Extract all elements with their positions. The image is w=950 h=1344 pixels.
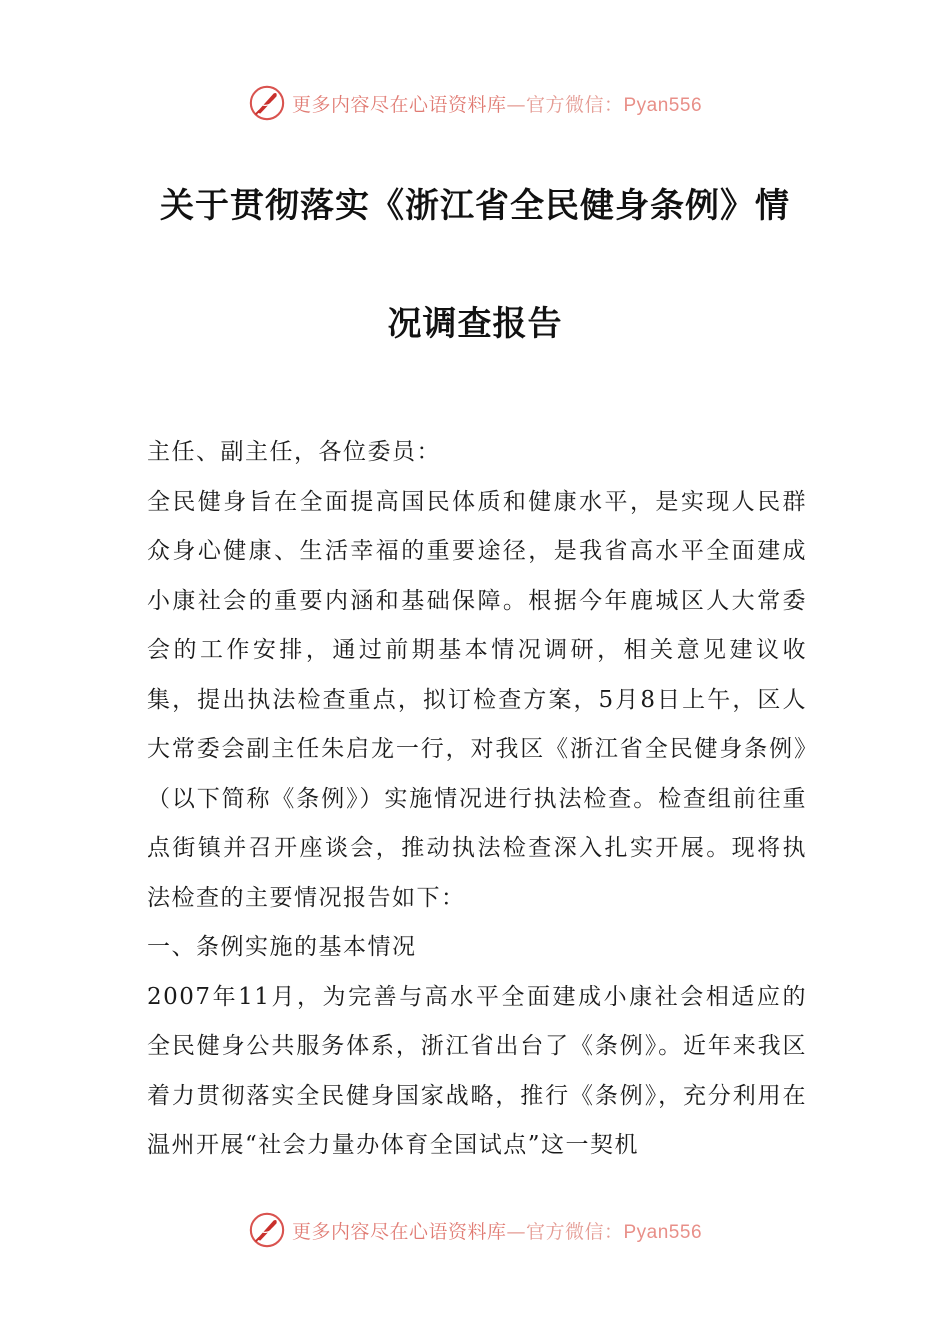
watermark-separator: —官方微信： (506, 1220, 624, 1243)
salutation: 主任、副主任，各位委员： (147, 439, 441, 465)
document-body (147, 428, 807, 1171)
watermark-wechat-id: Pyan556 (623, 94, 703, 116)
paragraph-2: 2007年11月，为完善与高水平全面建成小康社会相适应的全民健身公共服务体系，浙江省出台了《条例》。近年来我区着力贯彻落实全民健身国家战略，推行《条例》，充分利用在温州开展“社会力量办体育全国试点”这一契机 (147, 983, 807, 1158)
document-title-line1: 关于贯彻落实《浙江省全民健身条例》情 (160, 186, 790, 226)
watermark-wechat-id: Pyan556 (623, 1221, 703, 1243)
watermark-main-text: 更多内容尽在心语资料库 (291, 1220, 507, 1243)
document-title-line2: 况调查报告 (387, 304, 563, 344)
quill-pen-icon (248, 84, 286, 122)
watermark-header (0, 83, 950, 123)
paragraph-1: 全民健身旨在全面提高国民体质和健康水平，是实现人民群众身心健康、生活幸福的重要途径，是我省高水平全面建成小康社会的重要内涵和基础保障。根据今年鹿城区人大常委会的工作安排，通过前期基本情况调研，相关意见建议收集，提出执法检查重点，拟订检查方案，5月8日上午，区人大常委会副主任朱启龙一行，对我区《浙江省全民健身条例》（以下简称《条例》）实施情况进行执法检查。检查组前往重点街镇并召开座谈会，推动执法检查深入扎实开展。现将执法检查的主要情况报告如下： (147, 488, 807, 911)
quill-pen-icon (248, 1211, 286, 1249)
watermark-footer (0, 1210, 950, 1250)
watermark-separator: —官方微信： (506, 93, 624, 116)
section-1-heading: 一、条例实施的基本情况 (147, 934, 417, 960)
watermark-main-text: 更多内容尽在心语资料库 (291, 93, 507, 116)
